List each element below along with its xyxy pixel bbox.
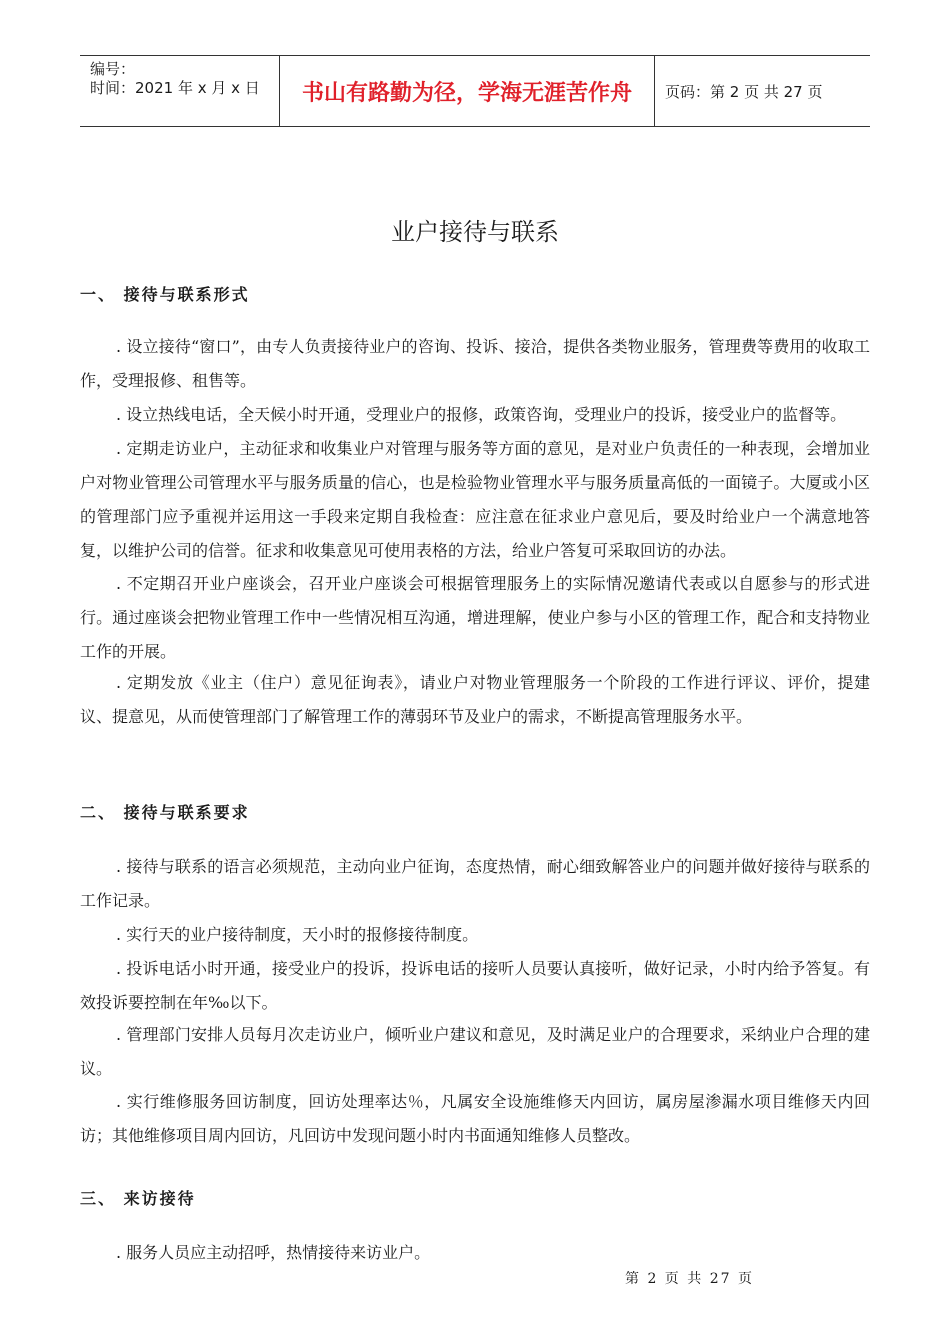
section-heading-2: 二、 接待与联系要求 xyxy=(80,803,250,822)
paragraph: . 实行维修服务回访制度，回访处理率达％，凡属安全设施维修天内回访，属房屋渗漏水项目维修天内回访；其他维修项目周内回访，凡回访中发现问题小时内书面通知维修人员整改。 xyxy=(80,1092,870,1145)
paragraph: . 定期走访业户，主动征求和收集业户对管理与服务等方面的意见，是对业户负责任的一种表现，会增加业户对物业管理公司管理水平与服务质量的信心，也是检验物业管理水平与服务质量高低的一面镜子。大厦或小区的管理部门应予重视并运用这一手段来定期自我检查：应注意在征求业户意见后，要及时给业户一个满意地答复，以维护公司的信誉。征求和收集意见可使用表格的方法，给业户答复可采取回访的办法。 xyxy=(80,439,870,560)
paragraph: . 实行天的业户接待制度，天小时的报修接待制度。 xyxy=(116,925,479,944)
paragraph: . 接待与联系的语言必须规范，主动向业户征询，态度热情，耐心细致解答业户的问题并做好接待与联系的工作记录。 xyxy=(80,857,870,910)
paragraph: . 设立热线电话，全天候小时开通，受理业户的报修，政策咨询，受理业户的投诉，接受业户的监督等。 xyxy=(116,405,847,424)
paragraph: . 定期发放《业主（住户）意见征询表》，请业户对物业管理服务一个阶段的工作进行评议、评价，提建议、提意见，从而使管理部门了解管理工作的薄弱环节及业户的需求，不断提高管理服务水平。 xyxy=(80,673,870,726)
header-page-info: 页码：第 2 页 共 27 页 xyxy=(665,82,823,101)
section-heading-3: 三、 来访接待 xyxy=(80,1189,196,1208)
number-label: 编号： xyxy=(90,60,136,78)
paragraph: . 不定期召开业户座谈会，召开业户座谈会可根据管理服务上的实际情况邀请代表或以自愿参与的形式进行。通过座谈会把物业管理工作中一些情况相互沟通，增进理解，使业户参与小区的管理工作，配合和支持物业工作的开展。 xyxy=(80,574,870,661)
paragraph: . 投诉电话小时开通，接受业户的投诉，投诉电话的接听人员要认真接听，做好记录，小时内给予答复。有效投诉要控制在年‰以下。 xyxy=(80,959,870,1012)
document-title: 业户接待与联系 xyxy=(391,218,559,246)
header-motto: 书山有路勤为径，学海无涯苦作舟 xyxy=(280,56,655,126)
time-label: 时间：2021 年 x 月 x 日 xyxy=(90,79,260,97)
page-footer: 第 2 页 共 27 页 xyxy=(625,1271,754,1287)
document-header xyxy=(80,55,870,127)
paragraph: . 服务人员应主动招呼，热情接待来访业户。 xyxy=(116,1243,431,1262)
paragraph: . 设立接待“窗口”，由专人负责接待业户的咨询、投诉、接洽，提供各类物业服务，管理费等费用的收取工作，受理报修、租售等。 xyxy=(80,337,870,390)
header-meta xyxy=(80,56,280,126)
section-heading-1: 一、 接待与联系形式 xyxy=(80,285,250,304)
paragraph: . 管理部门安排人员每月次走访业户，倾听业户建议和意见，及时满足业户的合理要求，采纳业户合理的建议。 xyxy=(80,1025,870,1078)
